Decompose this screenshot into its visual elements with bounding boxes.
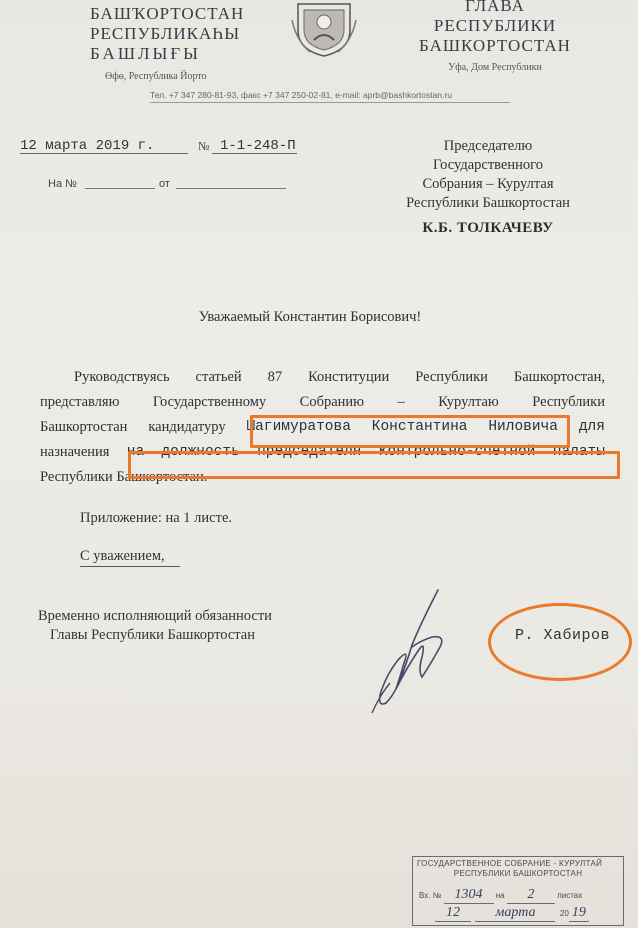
word: Государственному	[152, 394, 267, 410]
signatory-name-highlight	[488, 603, 632, 681]
word: 87	[267, 369, 283, 385]
number-label: №	[198, 139, 210, 153]
addressee-name: К.Б. ТОЛКАЧЕВУ	[422, 220, 554, 236]
word: для	[578, 419, 605, 435]
registration-stamp	[412, 856, 624, 926]
word: Конституции	[308, 369, 390, 385]
stamp-in-number: 1304	[444, 887, 494, 904]
stamp-date-year-prefix: 20	[559, 909, 569, 918]
header-divider	[150, 102, 510, 103]
header-bashkir-title	[90, 4, 244, 64]
reply-date-label: от	[159, 178, 170, 190]
word: кандидатуру	[148, 419, 226, 435]
body-line	[40, 390, 605, 415]
body-line: Республики Башкортостан.	[40, 469, 208, 485]
position-highlight	[128, 451, 620, 479]
greeting: Уважаемый Константин Борисович!	[198, 309, 422, 325]
reply-number-label: На №	[48, 178, 77, 190]
candidate-patronymic: Ниловича	[488, 419, 558, 435]
letter-date: 12 марта 2019 г.	[20, 138, 155, 154]
word: Башкортостан	[40, 419, 128, 435]
signatory-position-line: Главы Республики Башкортостан	[50, 627, 255, 643]
stamp-date-row	[435, 903, 589, 922]
header-contacts: Тел. +7 347 280-81-93, факс +7 347 250-02-81, e-mail: aprb@bashkortostan.ru	[150, 90, 452, 100]
word: статьей	[195, 369, 242, 385]
stamp-date-year: 19	[569, 905, 589, 922]
header-bashkir-line: РЕСПУБЛИКАҺЫ	[90, 24, 241, 43]
header-bashkir-line: БАШЛЫҒЫ	[90, 44, 201, 63]
stamp-title: ГОСУДАРСТВЕННОЕ СОБРАНИЕ - КУРУЛТАЙ	[417, 859, 603, 868]
word: Республики	[415, 369, 488, 385]
coat-of-arms-icon	[290, 0, 358, 58]
stamp-date-day: 12	[435, 905, 471, 922]
word: –	[397, 394, 405, 410]
word: председателя	[257, 444, 362, 460]
header-russian-title	[415, 0, 575, 56]
stamp-registration-row	[419, 887, 582, 904]
addressee-line: Государственного	[433, 157, 543, 173]
stamp-date-month: марта	[475, 905, 555, 922]
word: Руководствуясь	[74, 369, 170, 385]
header-bashkir-address: Өфө, Республика Йорто	[105, 71, 207, 82]
word: Курултаю	[438, 394, 499, 410]
word: назначения	[40, 444, 110, 460]
addressee-line: Председателю	[443, 138, 533, 154]
word: на	[126, 444, 145, 460]
closing-phrase: С уважением,	[80, 548, 165, 564]
header-russian-address: Уфа, Дом Республики	[448, 62, 542, 73]
addressee-line: Республики Башкортостан	[406, 195, 570, 211]
body-line	[40, 365, 605, 390]
header-russian-line: ГЛАВА	[465, 0, 525, 15]
stamp-subtitle: РЕСПУБЛИКИ БАШКОРТОСТАН	[453, 869, 583, 878]
word: должность	[161, 444, 240, 460]
signatory-position-line: Временно исполняющий обязанности	[38, 608, 272, 624]
stamp-on-label: на	[495, 891, 505, 900]
word: Контрольно-счетной	[378, 444, 536, 460]
word: Республики	[532, 394, 605, 410]
word: палаты	[552, 444, 605, 460]
handwritten-signature	[360, 585, 460, 715]
candidate-name-highlight	[250, 415, 570, 448]
reply-number-blank	[85, 188, 155, 189]
addressee-line: Собрания – Курултая	[422, 176, 554, 192]
date-underline	[20, 153, 188, 154]
header-russian-line: РЕСПУБЛИКИ	[433, 16, 557, 35]
stamp-sheets-label: листах	[557, 891, 583, 900]
word: представляю	[40, 394, 120, 410]
stamp-in-label: Вх. №	[419, 891, 442, 900]
candidate-first-name: Константина	[371, 419, 468, 435]
addressee-block	[368, 137, 608, 213]
closing-underline	[80, 566, 180, 567]
letter-number: 1-1-248-П	[220, 138, 296, 154]
stamp-sheets: 2	[507, 887, 555, 904]
header-bashkir-line: БАШҠОРТОСТАН	[90, 4, 245, 23]
word: Башкортостан,	[513, 369, 605, 385]
signatory-position	[38, 607, 272, 645]
word: Собранию	[299, 394, 364, 410]
header-russian-line: БАШКОРТОСТАН	[419, 36, 571, 55]
signatory-name: Р. Хабиров	[515, 627, 611, 644]
attachment-note: Приложение: на 1 листе.	[80, 510, 233, 526]
number-underline	[212, 153, 297, 154]
candidate-surname: Шагимуратова	[246, 419, 351, 435]
reply-date-blank	[176, 188, 286, 189]
